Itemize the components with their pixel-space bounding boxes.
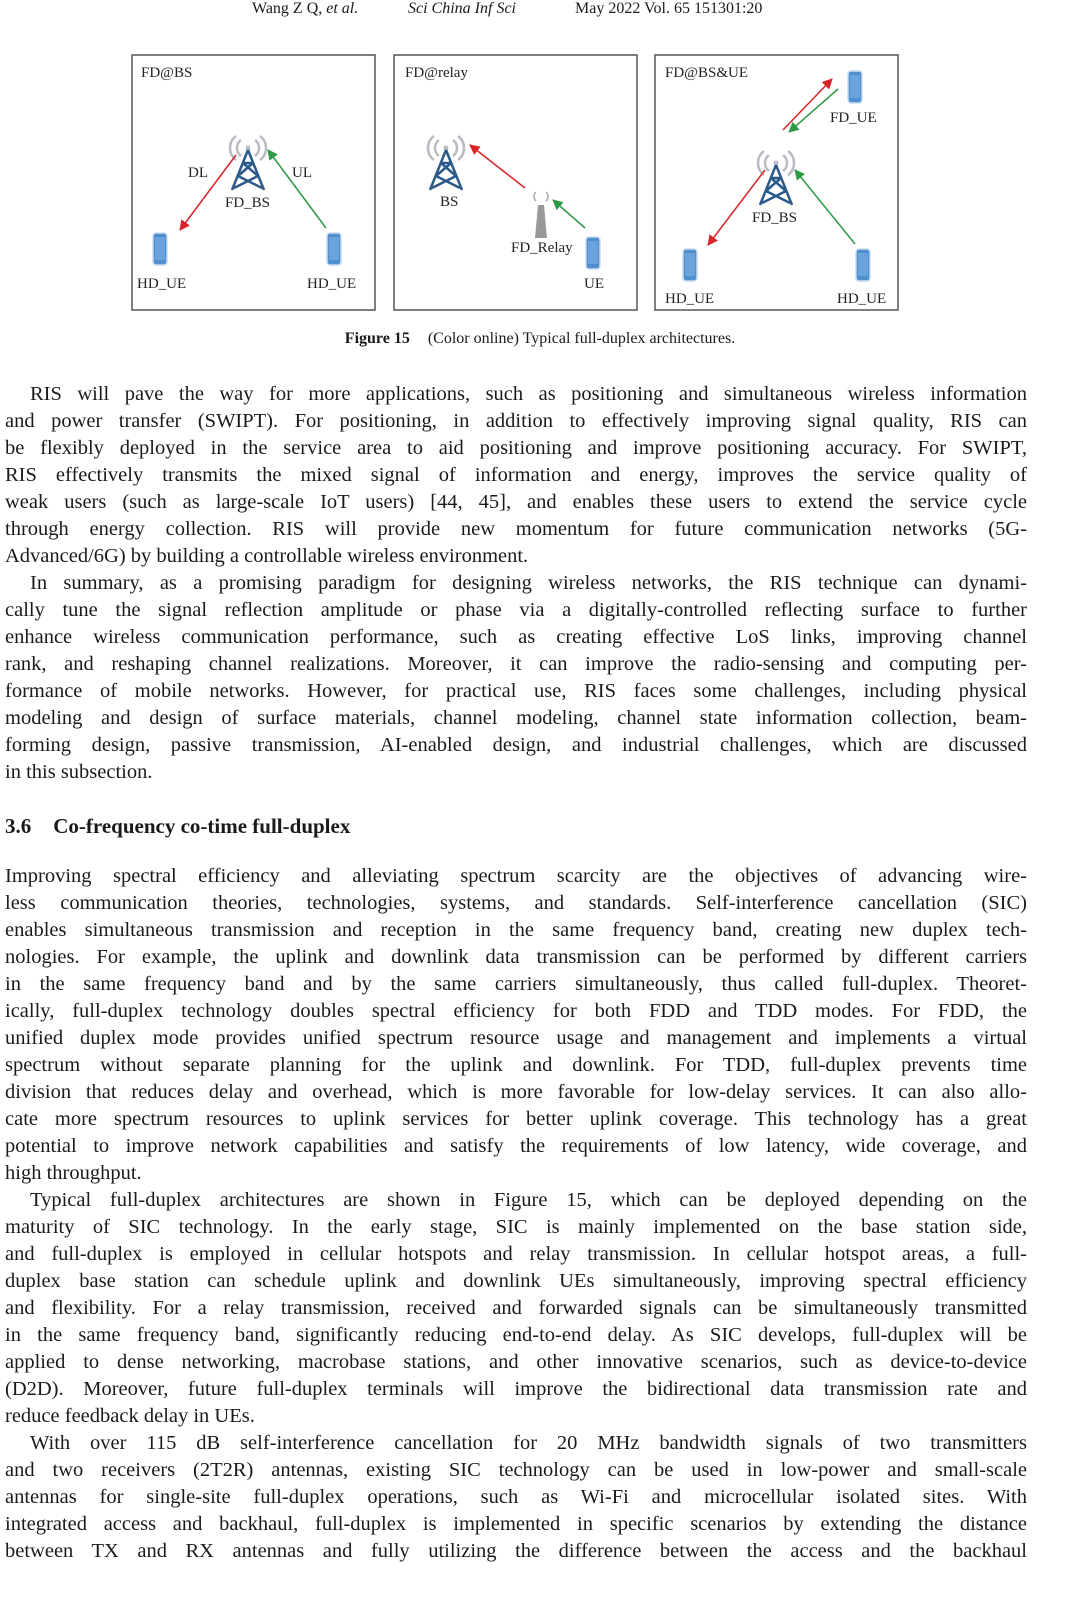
text-line: enables simultaneous transmission and reception in the same frequency band, creating new duplex tech-: [5, 919, 1027, 941]
paragraph: [5, 1187, 1027, 1430]
text-line: less communication theories, technologies, systems, and standards. Self-interference cancellation (SIC): [5, 892, 1027, 914]
panel-title: FD@relay: [405, 65, 468, 81]
text-line: forming design, passive transmission, AI-enabled design, and industrial challenges, which are discussed: [5, 734, 1027, 756]
panel-fd-at-bs-and-ue: [655, 55, 898, 310]
panel-frame: [394, 55, 637, 310]
text-line: (D2D). Moreover, future full-duplex terminals will improve the bidirectional data transmission rate and: [5, 1378, 1027, 1400]
ul-label: UL: [292, 165, 312, 181]
section-title: Co-frequency co-time full-duplex: [53, 814, 351, 838]
body-text-before-section: [5, 381, 1027, 786]
text-line: RIS will pave the way for more applications, such as positioning and simultaneous wireless information: [30, 383, 1027, 405]
text-line: Advanced/6G) by building a controllable wireless environment.: [5, 545, 529, 567]
text-line: reduce feedback delay in UEs.: [5, 1405, 255, 1427]
ue-label: UE: [584, 276, 604, 292]
fd-ue-label: FD_UE: [830, 110, 877, 126]
panel-fd-at-relay: [394, 55, 637, 310]
text-line: Improving spectral efficiency and alleviating spectrum scarcity are the objectives of advancing wire-: [5, 865, 1027, 887]
phone-icon: [327, 233, 341, 265]
dl-label: DL: [188, 165, 208, 181]
base-station-tower-icon: [230, 136, 266, 190]
base-station-tower-icon: [758, 151, 794, 205]
panel-title: FD@BS: [141, 65, 193, 81]
phone-icon: [683, 249, 697, 281]
downlink-arrow: [708, 170, 765, 245]
paragraph: [5, 570, 1027, 786]
text-line: maturity of SIC technology. In the early stage, SIC is mainly implemented on the base station side,: [5, 1216, 1027, 1238]
text-line: duplex base station can schedule uplink and downlink UEs simultaneously, improving spectral efficiency: [5, 1270, 1027, 1292]
hd-ue-label: HD_UE: [837, 291, 887, 307]
relay-to-bs-arrow: [470, 145, 525, 188]
text-line: and two receivers (2T2R) antennas, existing SIC technology can be used in low-power and small-scale: [5, 1459, 1027, 1481]
text-line: modeling and design of surface materials, channel modeling, channel state information collection, beam-: [5, 707, 1027, 729]
fd-bs-label: FD_BS: [225, 195, 271, 211]
figure-15-diagram: [0, 0, 1080, 320]
fd-relay-label: FD_Relay: [511, 240, 573, 256]
text-line: high throughput.: [5, 1162, 142, 1184]
relay-antenna-icon: [534, 192, 548, 238]
paragraph: [5, 863, 1027, 1187]
text-line: in this subsection.: [5, 761, 153, 783]
text-line: enhance wireless communication performance, such as creating effective LoS links, improving channel: [5, 626, 1027, 648]
base-station-tower-icon: [428, 136, 464, 190]
text-line: unified duplex mode provides unified spectrum resource usage and management and implements a virtual: [5, 1027, 1027, 1049]
ue-to-relay-arrow: [553, 200, 585, 228]
text-line: between TX and RX antennas and fully utilizing the difference between the access and the backhaul: [5, 1540, 1027, 1562]
text-line: applied to dense networking, macrobase stations, and other innovative scenarios, such as device-to-device: [5, 1351, 1027, 1373]
uplink-arrow: [795, 170, 855, 244]
uplink-arrow: [268, 150, 326, 228]
text-line: nologies. For example, the uplink and downlink data transmission can be performed by different carriers: [5, 946, 1027, 968]
text-line: through energy collection. RIS will provide new momentum for future communication networks (5G-: [5, 518, 1027, 540]
text-line: integrated access and backhaul, full-duplex is implemented in specific scenarios by extending the distance: [5, 1513, 1027, 1535]
panel-title: FD@BS&UE: [665, 65, 748, 81]
text-line: spectrum without separate planning for the uplink and downlink. For TDD, full-duplex prevents time: [5, 1054, 1027, 1076]
text-line: weak users (such as large-scale IoT users) [44, 45], and enables these users to extend the service cycle: [5, 491, 1027, 513]
text-line: and full-duplex is employed in cellular hotspots and relay transmission. In cellular hotspot areas, a full-: [5, 1243, 1027, 1265]
fd-bs-label: FD_BS: [752, 210, 798, 226]
text-line: potential to improve network capabilities and satisfy the requirements of low latency, wide coverage, and: [5, 1135, 1027, 1157]
text-line: cally tune the signal reflection amplitude or phase via a digitally-controlled reflecting surface to further: [5, 599, 1027, 621]
header-issue: May 2022 Vol. 65 151301:20: [575, 0, 763, 17]
text-line: With over 115 dB self-interference cancellation for 20 MHz bandwidth signals of two transmitters: [30, 1432, 1027, 1454]
text-line: and power transfer (SWIPT). For positioning, in addition to effectively improving signal quality, RIS can: [5, 410, 1027, 432]
panel-fd-at-bs: [132, 55, 375, 310]
text-line: division that reduces delay and overhead, which is more favorable for low-delay services. It can also allo-: [5, 1081, 1027, 1103]
phone-icon: [856, 249, 870, 281]
text-line: be flexibly deployed in the service area to aid positioning and improve positioning accuracy. For SWIPT,: [5, 437, 1027, 459]
text-line: Typical full-duplex architectures are shown in Figure 15, which can be deployed depending on the: [30, 1189, 1027, 1211]
phone-icon: [153, 233, 167, 265]
figure-caption: [0, 330, 1080, 348]
caption-text: (Color online) Typical full-duplex architectures.: [427, 330, 736, 347]
text-line: ically, full-duplex technology doubles spectral efficiency for both FDD and TDD modes. For FDD, the: [5, 1000, 1027, 1022]
text-line: and flexibility. For a relay transmission, received and forwarded signals can be simultaneously transmitted: [5, 1297, 1027, 1319]
caption-label: Figure 15: [344, 330, 410, 347]
paragraph: [5, 381, 1027, 570]
hd-ue-label: HD_UE: [307, 276, 357, 292]
text-line: rank, and reshaping channel realizations. Moreover, it can improve the radio-sensing and computing per-: [5, 653, 1027, 675]
downlink-arrow: [783, 79, 832, 130]
body-text-section-3-6: [5, 863, 1027, 1565]
text-line: formance of mobile networks. However, for practical use, RIS faces some challenges, including physical: [5, 680, 1027, 702]
bs-label: BS: [440, 194, 459, 210]
text-line: antennas for single-site full-duplex operations, such as Wi-Fi and microcellular isolated sites. With: [5, 1486, 1027, 1508]
text-line: RIS effectively transmits the mixed signal of information and energy, improves the service quality of: [5, 464, 1027, 486]
text-line: in the same frequency band, significantly reducing end-to-end delay. As SIC develops, full-duplex will be: [5, 1324, 1027, 1346]
header-et-al: et al.: [326, 0, 359, 17]
phone-icon: [848, 71, 862, 103]
section-number: 3.6: [5, 814, 32, 838]
text-line: in the same frequency band and by the same carriers simultaneously, thus called full-duplex. Theoret-: [5, 973, 1027, 995]
section-heading: [5, 814, 350, 839]
phone-icon: [586, 237, 600, 269]
hd-ue-label: HD_UE: [665, 291, 715, 307]
header-journal-name: Sci China Inf Sci: [408, 0, 516, 17]
paragraph: [5, 1430, 1027, 1565]
text-line: In summary, as a promising paradigm for designing wireless networks, the RIS technique can dynami-: [30, 572, 1027, 594]
header-author-names: Wang Z Q,: [252, 0, 323, 17]
text-line: cate more spectrum resources to uplink services for better uplink coverage. This technology has a great: [5, 1108, 1027, 1130]
hd-ue-label: HD_UE: [137, 276, 187, 292]
